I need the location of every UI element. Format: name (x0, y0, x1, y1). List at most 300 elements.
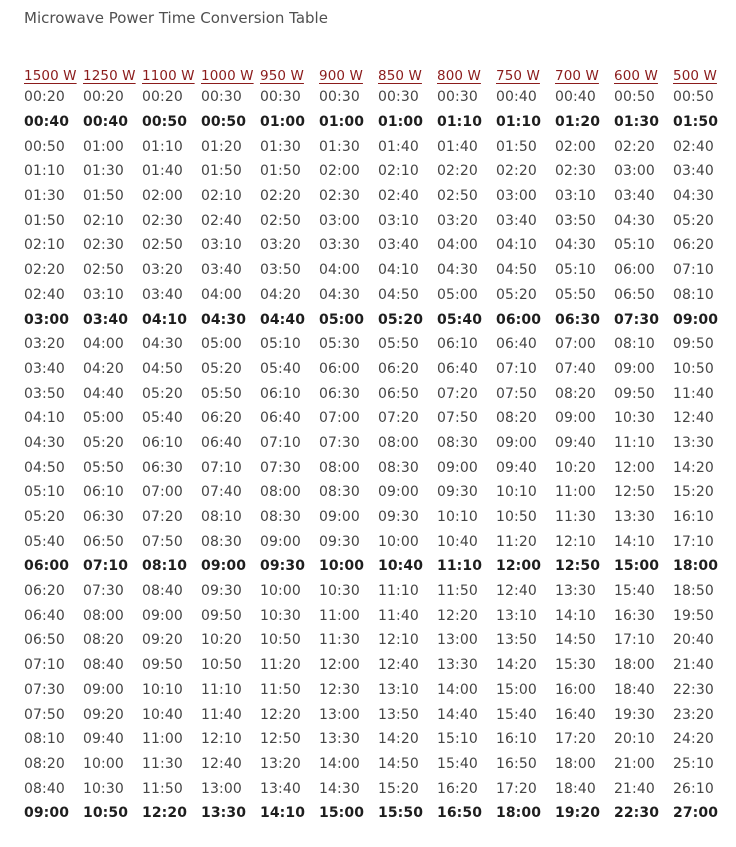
table-cell: 06:10 (83, 484, 124, 501)
table-row (24, 752, 732, 777)
table-cell: 07:30 (83, 583, 124, 600)
table-cell: 10:40 (378, 558, 424, 575)
table-cell: 02:40 (201, 212, 242, 229)
table-cell: 00:50 (673, 89, 714, 106)
table-cell: 27:00 (673, 805, 719, 822)
table-cell: 10:20 (555, 459, 596, 476)
table-cell: 08:00 (260, 484, 301, 501)
table-cell: 01:40 (142, 163, 183, 180)
table-cell: 15:00 (496, 681, 537, 698)
table-cell: 14:00 (319, 755, 360, 772)
table-cell: 08:10 (24, 731, 65, 748)
table-cell: 03:20 (437, 212, 478, 229)
table-cell: 05:40 (142, 410, 183, 427)
table-cell: 06:40 (24, 607, 65, 624)
column-header-link[interactable]: 600 W (614, 68, 658, 84)
table-row (24, 653, 732, 678)
table-cell: 03:00 (496, 188, 537, 205)
table-cell: 04:00 (201, 286, 242, 303)
table-cell: 08:40 (142, 583, 183, 600)
table-cell: 18:00 (673, 558, 719, 575)
table-row (24, 801, 732, 826)
table-cell: 05:20 (24, 509, 65, 526)
page-title: Microwave Power Time Conversion Table (24, 9, 328, 27)
table-cell: 09:50 (614, 385, 655, 402)
column-header-link[interactable]: 900 W (319, 68, 363, 84)
table-cell: 08:30 (319, 484, 360, 501)
table-cell: 08:10 (673, 286, 714, 303)
table-cell: 09:00 (319, 509, 360, 526)
table-cell: 03:10 (378, 212, 419, 229)
table-cell: 21:40 (614, 780, 655, 797)
table-cell: 09:00 (260, 533, 301, 550)
table-cell: 14:10 (555, 607, 596, 624)
table-cell: 02:20 (614, 138, 655, 155)
table-cell: 01:10 (496, 114, 542, 131)
table-cell: 07:50 (496, 385, 537, 402)
table-cell: 11:10 (614, 434, 655, 451)
table-cell: 07:20 (142, 509, 183, 526)
table-cell: 15:00 (614, 558, 660, 575)
table-cell: 11:10 (201, 681, 242, 698)
table-cell: 04:20 (260, 286, 301, 303)
table-cell: 05:30 (319, 336, 360, 353)
table-cell: 04:30 (142, 336, 183, 353)
table-cell: 16:20 (437, 780, 478, 797)
table-cell: 02:00 (142, 188, 183, 205)
column-header-link[interactable]: 850 W (378, 68, 422, 84)
table-cell: 06:50 (378, 385, 419, 402)
table-cell: 08:40 (24, 780, 65, 797)
table-cell: 01:00 (319, 114, 365, 131)
table-row (24, 110, 732, 135)
column-header-link[interactable]: 500 W (673, 68, 717, 84)
table-cell: 11:50 (142, 780, 183, 797)
table-cell: 12:10 (378, 632, 419, 649)
table-cell: 03:10 (555, 188, 596, 205)
table-cell: 08:00 (319, 459, 360, 476)
table-cell: 01:50 (24, 212, 65, 229)
table-row (24, 184, 732, 209)
table-cell: 06:20 (24, 583, 65, 600)
table-cell: 07:10 (201, 459, 242, 476)
table-cell: 21:40 (673, 657, 714, 674)
table-cell: 10:30 (83, 780, 124, 797)
table-cell: 11:10 (437, 558, 483, 575)
table-cell: 04:30 (555, 237, 596, 254)
table-cell: 03:40 (614, 188, 655, 205)
table-cell: 03:50 (555, 212, 596, 229)
table-cell: 03:20 (24, 336, 65, 353)
table-cell: 17:20 (496, 780, 537, 797)
table-cell: 04:30 (24, 434, 65, 451)
table-cell: 02:50 (83, 262, 124, 279)
table-cell: 04:30 (201, 311, 247, 328)
table-cell: 06:30 (555, 311, 601, 328)
table-row (24, 678, 732, 703)
table-cell: 06:10 (437, 336, 478, 353)
table-cell: 11:00 (142, 731, 183, 748)
table-cell: 24:20 (673, 731, 714, 748)
table-cell: 06:50 (83, 533, 124, 550)
table-cell: 07:00 (142, 484, 183, 501)
table-cell: 11:30 (555, 509, 596, 526)
table-cell: 12:10 (555, 533, 596, 550)
table-cell: 00:40 (24, 114, 70, 131)
table-cell: 16:10 (673, 509, 714, 526)
table-cell: 07:40 (201, 484, 242, 501)
table-cell: 08:30 (437, 434, 478, 451)
table-cell: 03:40 (83, 311, 129, 328)
table-cell: 10:50 (673, 360, 714, 377)
table-cell: 09:40 (496, 459, 537, 476)
table-cell: 19:50 (673, 607, 714, 624)
table-cell: 06:20 (378, 360, 419, 377)
table-cell: 07:10 (83, 558, 129, 575)
table-row (24, 628, 732, 653)
table-cell: 13:40 (260, 780, 301, 797)
table-cell: 00:30 (201, 89, 242, 106)
table-cell: 10:00 (378, 533, 419, 550)
table-cell: 03:40 (142, 286, 183, 303)
column-header-link[interactable]: 700 W (555, 68, 599, 84)
table-cell: 06:00 (496, 311, 542, 328)
table-cell: 05:00 (437, 286, 478, 303)
table-cell: 09:00 (496, 434, 537, 451)
table-cell: 14:20 (673, 459, 714, 476)
table-cell: 04:50 (378, 286, 419, 303)
table-cell: 04:10 (496, 237, 537, 254)
table-cell: 10:10 (496, 484, 537, 501)
table-cell: 07:20 (378, 410, 419, 427)
table-cell: 16:50 (437, 805, 483, 822)
table-cell: 10:30 (260, 607, 301, 624)
table-cell: 20:10 (614, 731, 655, 748)
table-row (24, 529, 732, 554)
table-cell: 09:30 (437, 484, 478, 501)
table-cell: 07:20 (437, 385, 478, 402)
table-cell: 08:00 (83, 607, 124, 624)
table-cell: 18:00 (496, 805, 542, 822)
table-cell: 01:50 (201, 163, 242, 180)
table-cell: 03:50 (24, 385, 65, 402)
table-row (24, 307, 732, 332)
table-cell: 10:20 (201, 632, 242, 649)
table-cell: 14:00 (437, 681, 478, 698)
column-header-link[interactable]: 1500 W (24, 68, 77, 84)
table-cell: 12:00 (319, 657, 360, 674)
table-cell: 02:30 (83, 237, 124, 254)
table-cell: 09:00 (201, 558, 247, 575)
table-cell: 12:20 (260, 706, 301, 723)
table-cell: 13:00 (437, 632, 478, 649)
table-cell: 06:40 (437, 360, 478, 377)
table-cell: 02:30 (555, 163, 596, 180)
table-cell: 01:10 (24, 163, 65, 180)
table-cell: 05:40 (24, 533, 65, 550)
table-cell: 06:10 (260, 385, 301, 402)
table-cell: 08:10 (142, 558, 188, 575)
table-cell: 02:20 (24, 262, 65, 279)
table-cell: 07:10 (673, 262, 714, 279)
table-cell: 02:40 (673, 138, 714, 155)
table-cell: 01:30 (614, 114, 660, 131)
table-cell: 11:50 (437, 583, 478, 600)
table-cell: 09:30 (201, 583, 242, 600)
table-cell: 10:50 (496, 509, 537, 526)
table-cell: 09:40 (83, 731, 124, 748)
table-cell: 03:40 (24, 360, 65, 377)
table-cell: 01:20 (555, 114, 601, 131)
table-cell: 18:00 (555, 755, 596, 772)
table-cell: 03:10 (201, 237, 242, 254)
table-cell: 15:10 (437, 731, 478, 748)
table-cell: 16:50 (496, 755, 537, 772)
table-cell: 01:10 (142, 138, 183, 155)
table-row (24, 455, 732, 480)
table-cell: 00:40 (496, 89, 537, 106)
table-cell: 05:20 (201, 360, 242, 377)
table-cell: 04:50 (142, 360, 183, 377)
table-cell: 01:20 (201, 138, 242, 155)
table-cell: 16:30 (614, 607, 655, 624)
table-cell: 16:10 (496, 731, 537, 748)
table-cell: 08:30 (378, 459, 419, 476)
table-cell: 05:50 (378, 336, 419, 353)
table-cell: 07:40 (555, 360, 596, 377)
table-cell: 11:10 (378, 583, 419, 600)
table-cell: 12:50 (260, 731, 301, 748)
table-cell: 15:00 (319, 805, 365, 822)
table-row (24, 727, 732, 752)
table-cell: 04:30 (673, 188, 714, 205)
table-cell: 14:20 (496, 657, 537, 674)
table-cell: 04:30 (319, 286, 360, 303)
table-cell: 14:10 (614, 533, 655, 550)
table-cell: 17:10 (673, 533, 714, 550)
table-cell: 00:20 (142, 89, 183, 106)
table-cell: 12:00 (614, 459, 655, 476)
table-cell: 00:30 (437, 89, 478, 106)
table-cell: 13:30 (555, 583, 596, 600)
table-cell: 10:50 (260, 632, 301, 649)
table-cell: 01:00 (378, 114, 424, 131)
table-cell: 13:30 (673, 434, 714, 451)
table-cell: 08:20 (83, 632, 124, 649)
table-cell: 06:20 (201, 410, 242, 427)
table-cell: 14:10 (260, 805, 306, 822)
column-header-link[interactable]: 1250 W (83, 68, 136, 84)
table-cell: 06:00 (319, 360, 360, 377)
table-cell: 03:00 (614, 163, 655, 180)
table-cell: 02:00 (555, 138, 596, 155)
table-row (24, 505, 732, 530)
table-cell: 19:30 (614, 706, 655, 723)
table-row (24, 357, 732, 382)
table-cell: 00:40 (555, 89, 596, 106)
table-cell: 07:00 (319, 410, 360, 427)
table-header-row (24, 59, 732, 85)
table-cell: 18:50 (673, 583, 714, 600)
table-cell: 07:00 (555, 336, 596, 353)
table-cell: 00:50 (614, 89, 655, 106)
table-cell: 01:30 (319, 138, 360, 155)
table-row (24, 258, 732, 283)
table-cell: 04:40 (260, 311, 306, 328)
table-cell: 23:20 (673, 706, 714, 723)
table-row (24, 134, 732, 159)
table-cell: 25:10 (673, 755, 714, 772)
table-cell: 07:30 (614, 311, 660, 328)
table-cell: 02:10 (201, 188, 242, 205)
table-cell: 04:10 (24, 410, 65, 427)
table-cell: 13:30 (201, 805, 247, 822)
table-cell: 13:50 (378, 706, 419, 723)
table-cell: 03:00 (319, 212, 360, 229)
table-cell: 05:00 (201, 336, 242, 353)
table-cell: 06:40 (201, 434, 242, 451)
table-cell: 18:00 (614, 657, 655, 674)
table-cell: 05:50 (83, 459, 124, 476)
table-cell: 12:50 (614, 484, 655, 501)
table-cell: 09:50 (201, 607, 242, 624)
table-cell: 04:00 (437, 237, 478, 254)
column-header-link[interactable]: 950 W (260, 68, 304, 84)
table-cell: 09:00 (614, 360, 655, 377)
table-cell: 03:40 (201, 262, 242, 279)
table-cell: 10:10 (437, 509, 478, 526)
table-cell: 14:20 (378, 731, 419, 748)
table-cell: 05:10 (614, 237, 655, 254)
table-cell: 02:20 (260, 188, 301, 205)
table-cell: 08:30 (201, 533, 242, 550)
table-cell: 13:30 (614, 509, 655, 526)
table-cell: 15:50 (378, 805, 424, 822)
table-cell: 20:40 (673, 632, 714, 649)
table-cell: 09:00 (83, 681, 124, 698)
table-cell: 00:50 (201, 114, 247, 131)
table-cell: 10:40 (142, 706, 183, 723)
table-cell: 12:40 (378, 657, 419, 674)
table-cell: 06:30 (142, 459, 183, 476)
table-cell: 03:00 (24, 311, 70, 328)
table-cell: 02:10 (24, 237, 65, 254)
table-cell: 02:30 (142, 212, 183, 229)
table-row (24, 554, 732, 579)
table-cell: 10:50 (201, 657, 242, 674)
table-row (24, 431, 732, 456)
table-cell: 09:00 (142, 607, 183, 624)
table-cell: 12:00 (496, 558, 542, 575)
column-header-link[interactable]: 1000 W (201, 68, 254, 84)
table-cell: 11:40 (201, 706, 242, 723)
table-row (24, 85, 732, 110)
table-cell: 08:20 (496, 410, 537, 427)
table-cell: 05:20 (142, 385, 183, 402)
table-cell: 07:50 (24, 706, 65, 723)
table-cell: 01:00 (260, 114, 306, 131)
table-cell: 05:50 (201, 385, 242, 402)
table-cell: 13:20 (260, 755, 301, 772)
table-cell: 18:40 (614, 681, 655, 698)
table-cell: 01:30 (24, 188, 65, 205)
table-cell: 02:00 (319, 163, 360, 180)
table-cell: 09:00 (555, 410, 596, 427)
table-cell: 13:10 (378, 681, 419, 698)
table-cell: 10:30 (319, 583, 360, 600)
table-cell: 10:40 (437, 533, 478, 550)
table-cell: 03:50 (260, 262, 301, 279)
table-cell: 12:30 (319, 681, 360, 698)
table-cell: 15:40 (496, 706, 537, 723)
table-cell: 14:30 (319, 780, 360, 797)
table-cell: 09:40 (555, 434, 596, 451)
table-cell: 11:40 (673, 385, 714, 402)
table-cell: 00:50 (142, 114, 188, 131)
table-cell: 01:30 (83, 163, 124, 180)
table-cell: 02:50 (260, 212, 301, 229)
table-cell: 07:30 (24, 681, 65, 698)
table-cell: 15:40 (614, 583, 655, 600)
table-cell: 22:30 (614, 805, 660, 822)
table-row (24, 406, 732, 431)
table-cell: 06:50 (614, 286, 655, 303)
table-cell: 06:20 (673, 237, 714, 254)
table-row (24, 233, 732, 258)
table-cell: 09:00 (24, 805, 70, 822)
table-cell: 01:10 (437, 114, 483, 131)
table-row (24, 332, 732, 357)
table-cell: 06:30 (83, 509, 124, 526)
table-cell: 04:10 (142, 311, 188, 328)
table-cell: 07:30 (319, 434, 360, 451)
table-cell: 09:50 (673, 336, 714, 353)
table-cell: 10:00 (260, 583, 301, 600)
table-cell: 04:00 (319, 262, 360, 279)
table-cell: 05:40 (260, 360, 301, 377)
table-cell: 04:30 (614, 212, 655, 229)
table-cell: 05:10 (555, 262, 596, 279)
table-cell: 13:00 (201, 780, 242, 797)
table-row (24, 480, 732, 505)
table-cell: 09:50 (142, 657, 183, 674)
table-cell: 09:00 (437, 459, 478, 476)
column-header-link[interactable]: 750 W (496, 68, 540, 84)
table-cell: 13:00 (319, 706, 360, 723)
table-cell: 14:50 (555, 632, 596, 649)
table-cell: 13:30 (437, 657, 478, 674)
table-cell: 10:30 (614, 410, 655, 427)
table-row (24, 283, 732, 308)
table-cell: 06:40 (260, 410, 301, 427)
table-cell: 16:40 (555, 706, 596, 723)
table-cell: 15:30 (555, 657, 596, 674)
table-cell: 12:50 (555, 558, 601, 575)
table-cell: 02:10 (83, 212, 124, 229)
column-header-link[interactable]: 1100 W (142, 68, 195, 84)
table-cell: 14:50 (378, 755, 419, 772)
table-cell: 06:10 (142, 434, 183, 451)
table-cell: 15:20 (378, 780, 419, 797)
table-cell: 04:10 (378, 262, 419, 279)
table-row (24, 381, 732, 406)
table-cell: 09:30 (319, 533, 360, 550)
table-cell: 15:20 (673, 484, 714, 501)
table-cell: 07:30 (260, 459, 301, 476)
column-header-link[interactable]: 800 W (437, 68, 481, 84)
table-cell: 02:40 (24, 286, 65, 303)
table-cell: 05:00 (83, 410, 124, 427)
